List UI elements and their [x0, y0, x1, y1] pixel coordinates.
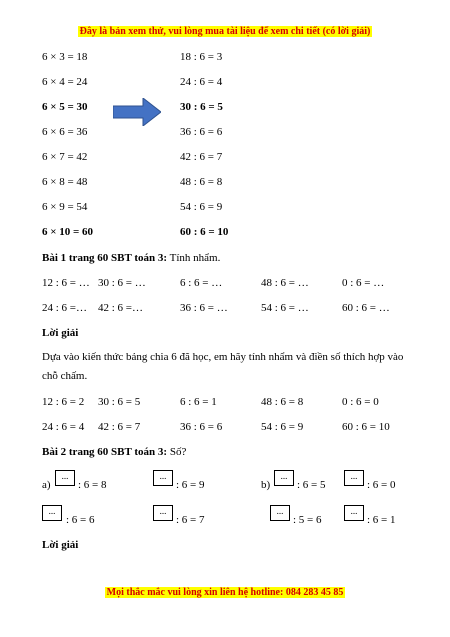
mul-row-8: 6 × 10 = 60 — [42, 226, 94, 238]
bai1-q-6: 24 : 6 =… — [42, 302, 88, 314]
answer-box: ... — [55, 470, 75, 486]
bai2-a4-text: : 6 = 7 — [176, 514, 205, 526]
mul-row-7: 6 × 9 = 54 — [42, 201, 88, 213]
bai1-q-5: 0 : 6 = … — [342, 277, 385, 289]
answer-box: ... — [344, 470, 364, 486]
bai1-ans-7: 42 : 6 = 7 — [98, 421, 141, 433]
answer-box: ... — [153, 470, 173, 486]
bai1-ans-5: 0 : 6 = 0 — [342, 396, 379, 408]
bai2-b4-text: : 6 = 1 — [367, 514, 396, 526]
bai2-a1-text: : 6 = 8 — [78, 479, 107, 491]
bai1-ans-8: 36 : 6 = 6 — [180, 421, 223, 433]
bai2-a2-text: : 6 = 9 — [176, 479, 205, 491]
mul-row-5: 6 × 7 = 42 — [42, 151, 88, 163]
bai1-ans-6: 24 : 6 = 4 — [42, 421, 85, 433]
bai2-title: Bài 2 trang 60 SBT toán 3: Số? — [42, 446, 187, 458]
bai2-loi-giai: Lời giải — [42, 539, 79, 551]
bai1-q-10: 60 : 6 = … — [342, 302, 390, 314]
bai1-ans-2: 30 : 6 = 5 — [98, 396, 141, 408]
bai1-explanation: Dựa vào kiến thức bảng chia 6 đã học, em hãy tính nhẩm và điền số thích hợp vào chỗ chấm. — [42, 351, 404, 382]
bai1-ans-9: 54 : 6 = 9 — [261, 421, 304, 433]
bai1-q-3: 6 : 6 = … — [180, 277, 223, 289]
bai2-label-b: b) — [261, 479, 271, 491]
header-banner: Đây là bản xem thử, vui lòng mua tài liệu để xem chi tiết (có lời giải) — [79, 26, 371, 37]
div-row-6: 48 : 6 = 8 — [180, 176, 223, 188]
footer-banner: Mọi thắc mắc vui lòng xin liên hệ hotline: 084 283 45 85 — [106, 587, 344, 598]
bai1-loi-giai: Lời giải — [42, 327, 79, 339]
bai2-a3-text: : 6 = 6 — [66, 514, 95, 526]
bai2-b1-text: : 6 = 5 — [297, 479, 326, 491]
bai2-b3-text: : 5 = 6 — [293, 514, 322, 526]
mul-row-1: 6 × 3 = 18 — [42, 51, 88, 63]
bai1-ans-3: 6 : 6 = 1 — [180, 396, 217, 408]
bai1-q-2: 30 : 6 = … — [98, 277, 146, 289]
bai1-q-1: 12 : 6 = … — [42, 277, 90, 289]
mul-row-2: 6 × 4 = 24 — [42, 76, 88, 88]
div-row-7: 54 : 6 = 9 — [180, 201, 223, 213]
bai1-ans-1: 12 : 6 = 2 — [42, 396, 85, 408]
div-row-1: 18 : 6 = 3 — [180, 51, 223, 63]
answer-box: ... — [153, 505, 173, 521]
bai1-title: Bài 1 trang 60 SBT toán 3: Tính nhẩm. — [42, 252, 221, 264]
answer-box: ... — [270, 505, 290, 521]
mul-row-3: 6 × 5 = 30 — [42, 101, 88, 113]
div-row-2: 24 : 6 = 4 — [180, 76, 223, 88]
right-arrow-icon — [113, 98, 161, 126]
div-row-8: 60 : 6 = 10 — [180, 226, 229, 238]
answer-box: ... — [344, 505, 364, 521]
bai1-q-4: 48 : 6 = … — [261, 277, 309, 289]
div-row-4: 36 : 6 = 6 — [180, 126, 223, 138]
bai2-b2-text: : 6 = 0 — [367, 479, 396, 491]
answer-box: ... — [42, 505, 62, 521]
div-row-3: 30 : 6 = 5 — [180, 101, 223, 113]
mul-row-4: 6 × 6 = 36 — [42, 126, 88, 138]
bai2-label-a: a) — [42, 479, 51, 491]
answer-box: ... — [274, 470, 294, 486]
bai1-q-7: 42 : 6 =… — [98, 302, 144, 314]
bai1-q-8: 36 : 6 = … — [180, 302, 228, 314]
mul-row-6: 6 × 8 = 48 — [42, 176, 88, 188]
bai1-ans-4: 48 : 6 = 8 — [261, 396, 304, 408]
bai1-q-9: 54 : 6 = … — [261, 302, 309, 314]
bai1-ans-10: 60 : 6 = 10 — [342, 421, 390, 433]
div-row-5: 42 : 6 = 7 — [180, 151, 223, 163]
